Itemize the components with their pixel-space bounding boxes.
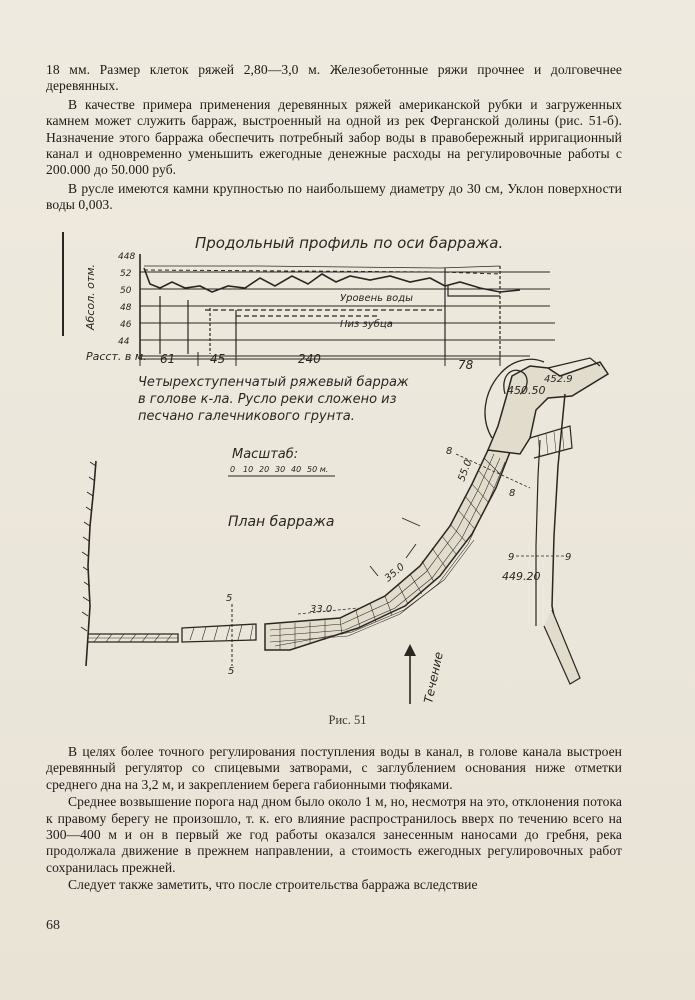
distance-value: 61 (160, 352, 176, 366)
paragraph-1: 18 мм. Размер клеток ряжей 2,80—3,0 м. Железобетонные ряжи прочнее и долговечнее деревянных. (46, 62, 622, 94)
plan-label: План барража (228, 514, 335, 530)
elevation-ticks (118, 252, 135, 347)
distance-value: 78 (458, 358, 474, 372)
distance-label: Расст. в м. (86, 350, 147, 363)
elevation-tick: 48 (120, 303, 132, 313)
plan-dimension: 55.0 (456, 458, 475, 484)
barrage-steps (160, 266, 500, 356)
right-bank-tail (544, 610, 580, 684)
paragraph-2: В качестве примера применения деревянных ряжей американской рубки и загруженных камнем может служить барраж, выстроенный на одной из рек Ферганской долины (рис. 51-б). Назначение этого барража обеспечить потребный забор воды в правобережный ирригационный канал и одновременно уменьшить ежегодные денежные расходы на регулировочные работы с 200.000 до 50.000 руб. (46, 96, 622, 178)
barrage-body (265, 450, 510, 650)
barrage-description (138, 375, 409, 424)
top-text-block (46, 62, 622, 214)
profile-title: Продольный профиль по оси барража. (195, 234, 504, 252)
description-line: песчано галечникового грунта. (138, 409, 355, 424)
elevation-tick: 44 (118, 337, 130, 347)
crest-line (144, 266, 500, 268)
regulator-block (530, 426, 572, 458)
section-mark: 5 (228, 666, 235, 677)
plan-elevation: 452.9 (544, 374, 573, 385)
flow-arrow (404, 644, 416, 704)
left-abutment (88, 624, 256, 642)
figure-51 (60, 226, 620, 706)
profile-grid (140, 272, 555, 356)
bottom-text-block (46, 744, 622, 894)
scale-tick: 20 (259, 465, 270, 474)
plan-elevation: 450.50 (507, 384, 546, 397)
elevation-tick: 46 (120, 320, 132, 330)
paragraph-6: Следует также заметить, что после строительства барража вследствие (68, 877, 478, 893)
canal-left-wall (536, 440, 540, 626)
plan-dimension: 33.0 (310, 604, 333, 615)
scale-ticks (230, 465, 328, 474)
scale-label: Масштаб: (232, 447, 299, 462)
plan-dimension: 35.0 (382, 561, 407, 585)
plan-elevation: 449.20 (502, 570, 541, 583)
scale-tick: 10 (243, 465, 254, 474)
scale-tick: 50 м. (307, 465, 329, 474)
flow-label: Течение (421, 650, 446, 705)
water-level-label: Уровень воды (340, 293, 414, 304)
elevation-axis-label: Абсол. отм. (84, 263, 97, 330)
left-riverbank (86, 461, 96, 666)
bottom-label: Низ зубца (340, 319, 393, 330)
paragraph-5: Среднее возвышение порога над дном было около 1 м, но, несмотря на это, отклонения потока к правому берегу не произошло, т. к. его влияние распространилось вверх по течению всего на 300—400 м и он в первый же год работы оказался занесенным наносами до гребня, река продолжала движение в прежнем направлении, а стоимость ежегодных регулировочных работ сохранилась прежней. (46, 794, 622, 875)
distance-values (160, 352, 474, 372)
section-mark: 9 (508, 552, 515, 563)
section-mark: 5 (226, 593, 233, 604)
elevation-tick: 50 (120, 286, 132, 296)
figure-caption: Рис. 51 (328, 713, 367, 727)
scale-tick: 30 (275, 465, 286, 474)
paragraph-4: В целях более точного регулирования поступления воды в канал, в голове канала выстроен деревянный регулятор со спицевыми затворами, с заглублением основания ниже отметки среднего дна на 3,2 м, и закреплением берега габионными тюфяками. (46, 744, 622, 792)
scale-tick: 40 (291, 465, 302, 474)
elevation-tick: 52 (120, 269, 132, 279)
elevation-tick: 448 (118, 252, 136, 262)
distance-value: 45 (210, 352, 226, 366)
barrage-drawing (60, 226, 620, 706)
page-number: 68 (46, 918, 60, 933)
section-mark: 8 (446, 446, 453, 457)
description-line: в голове к-ла. Русло реки сложено из (138, 392, 397, 407)
scale-tick: 0 (230, 465, 236, 474)
description-line: Четырехступенчатый ряжевый барраж (138, 375, 409, 390)
distance-value: 240 (298, 352, 321, 366)
section-mark: 8 (509, 488, 516, 499)
section-mark: 9 (565, 552, 572, 563)
paragraph-3: В русле имеются камни крупностью по наибольшему диаметру до 30 см, Уклон поверхности воды 0,003. (46, 180, 622, 213)
